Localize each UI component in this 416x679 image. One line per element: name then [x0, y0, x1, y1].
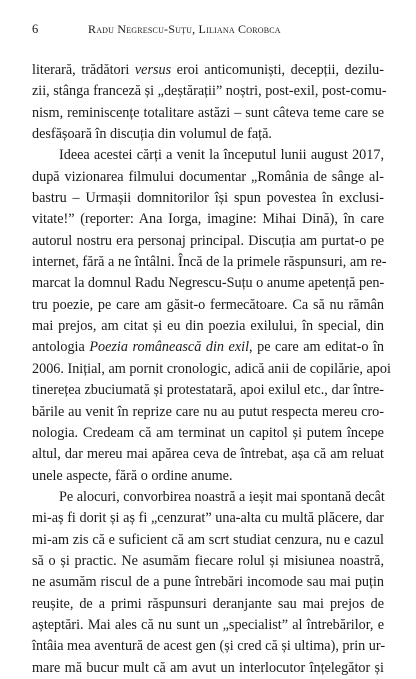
text-line: Pe alocuri, convorbirea noastră a ieșit mai spontană decât — [59, 488, 385, 505]
paragraph-2 — [32, 145, 391, 487]
text-line: tinerețea zbuciumată și protestatară, apoi exilul etc., dar între- — [32, 382, 384, 399]
text-line: mai prejos, am citat și eu din poezia exilului, în special, din — [32, 318, 384, 335]
text-line: bările au venit în reprize care nu au putut respecta mereu cro- — [32, 403, 384, 420]
text-line: internet, fără a ne întâlni. Încă de la primele răspunsuri, am re- — [32, 254, 387, 271]
text-line: nologia. Credeam că am terminat un capitol și putem începe — [32, 424, 384, 441]
body-text — [32, 60, 391, 679]
text-line — [32, 60, 384, 81]
text-span: , pe care am editat-o în — [249, 339, 385, 356]
italic-book-title: Poezia românească din exil — [89, 339, 250, 356]
text-line: mi-aș fi dorit și aș fi „cenzurat” una-alta cu multă plăcere, dar — [32, 510, 384, 527]
text-line: 2006. Inițial, am pornit cronologic, adică anii de copilărie, apoi — [32, 360, 391, 377]
text-line: ne asumăm riscul de a pune întrebări incomode sau mai puțin — [32, 574, 384, 591]
text-span: antologia — [32, 339, 90, 356]
paragraph-3 — [32, 487, 384, 679]
text-line: întâia mea aventură de acest gen (și cred că și ultima), prin ur- — [32, 638, 386, 655]
text-line: după vizionarea filmului documentar „România de sânge al- — [32, 168, 384, 185]
running-head: Radu Negrescu-Suțu, Liliana Corobca — [88, 22, 281, 36]
text-line: desfășoară în discuția din volumul de față. — [32, 126, 272, 143]
text-line — [32, 337, 384, 358]
text-line: tru poezie, pe care am găsit-o fermecătoare. Ca să nu rămân — [32, 296, 384, 313]
text-span: eroi anticomuniști, decepții, dezilu- — [171, 62, 384, 78]
text-line: Ideea acestei cărți a venit la începutul lunii august 2017, — [59, 147, 384, 164]
text-line: mi-am zis că e suficient că am scrt studiat cenzura, nu e cazul — [32, 531, 384, 548]
text-span: literară, trădători — [32, 62, 135, 78]
text-line: mare mă bucur mult că am avut un interlocutor înțelegător și — [32, 659, 384, 676]
text-line: marcat la domnul Radu Negrescu-Suțu o anume apetență pen- — [32, 275, 385, 292]
paragraph-1 — [32, 60, 387, 145]
text-line: să o și practic. Ne asumăm fiecare rolul și misiunea noastră, — [32, 552, 384, 569]
text-line: autorul nostru era personaj principal. Discuția am purtat-o pe — [32, 232, 384, 249]
italic-term: versus — [134, 62, 172, 78]
page-number: 6 — [32, 22, 39, 36]
text-line: reușite, de a primi răspunsuri deranjante sau mai prejos de — [32, 595, 384, 612]
text-line: așteptări. Mai ales că nu sunt un „specialist” al întrebărilor, e — [32, 616, 384, 633]
page-header — [32, 22, 384, 42]
text-line: altul, dar mereu mai apărea ceva de întrebat, așa că am reluat — [32, 446, 384, 463]
text-line: bastru – Urmașii domnitorilor își spun povestea în exclusi- — [32, 190, 384, 207]
text-line: unele aspecte, fără o ordine anume. — [32, 467, 233, 484]
text-line: nism, reminiscențe totalitare astăzi – sunt câteva teme care se — [32, 104, 384, 121]
text-line: zii, stânga franceză și „deștărații” noștri, post-exil, post-comu- — [32, 83, 387, 100]
text-line: vitate!” (reporter: Ana Iorga, imagine: Mihai Dină), în care — [32, 211, 384, 228]
